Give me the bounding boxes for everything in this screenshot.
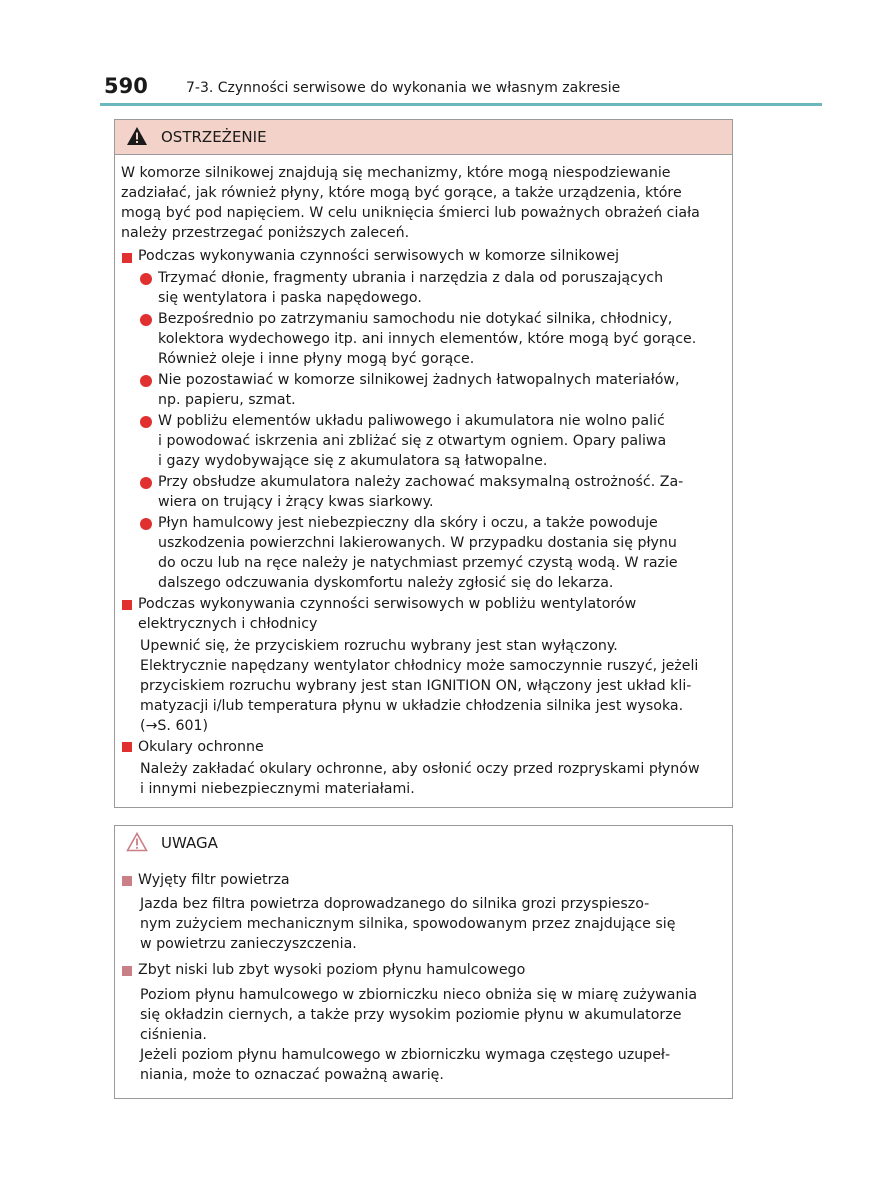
body-text: ciśnienia. [140,1027,207,1043]
bullet-text: Płyn hamulcowy jest niebezpieczny dla skóry i oczu, a także powoduje [158,515,658,531]
bullet-text: uszkodzenia powierzchni lakierowanych. W przypadku dostania się płynu [158,535,677,551]
section-heading: Zbyt niski lub zbyt wysoki poziom płynu hamulcowego [138,962,526,978]
bullet-dot [140,375,152,387]
page-reference: (→S. 601) [140,718,209,734]
bullet-text: i powodować iskrzenia ani zbliżać się z otwartym ogniem. Opary paliwa [158,433,667,449]
bullet-dot [140,314,152,326]
page-number: 590 [104,74,148,98]
bullet-text: np. papieru, szmat. [158,392,296,408]
header-rule [100,103,822,106]
bullet-text: się wentylatora i paska napędowego. [158,290,422,306]
warning-header [115,120,732,155]
body-text: Jazda bez filtra powietrza doprowadzanego do silnika grozi przyspieszo- [140,896,650,912]
pink-square-marker [122,876,132,886]
section-heading: Wyjęty filtr powietrza [138,872,290,888]
warning-intro-line: W komorze silnikowej znajdują się mechanizmy, które mogą niespodziewanie [121,165,671,181]
body-text: Upewnić się, że przyciskiem rozruchu wybrany jest stan wyłączony. [140,638,618,654]
red-square-marker [122,253,132,263]
bullet-text: Bezpośrednio po zatrzymaniu samochodu nie dotykać silnika, chłodnicy, [158,311,673,327]
bullet-text: Nie pozostawiać w komorze silnikowej żadnych łatwopalnych materiałów, [158,372,680,388]
body-text: w powietrzu zanieczyszczenia. [140,936,357,952]
bullet-dot [140,416,152,428]
body-text: nym zużyciem mechanicznym silnika, spowodowanym przez znajdujące się [140,916,676,932]
bullet-dot [140,518,152,530]
caution-triangle-outline-icon [126,832,148,852]
warning-intro-line: zadziałać, jak również płyny, które mogą być gorące, a także urządzenia, które [121,185,682,201]
bullet-text: i gazy wydobywające się z akumulatora są łatwopalne. [158,453,548,469]
pink-square-marker [122,966,132,976]
bullet-text: dalszego odczuwania dyskomfortu należy zgłosić się do lekarza. [158,575,614,591]
bullet-dot [140,477,152,489]
body-text: Elektrycznie napędzany wentylator chłodnicy może samoczynnie ruszyć, jeżeli [140,658,699,674]
page-header [100,72,820,106]
body-text: się okładzin ciernych, a także przy wysokim poziomie płynu w akumulatorze [140,1007,682,1023]
warning-title: OSTRZEŻENIE [161,128,267,146]
section-heading: Podczas wykonywania czynności serwisowych w pobliżu wentylatorów [138,596,637,612]
body-text: matyzacji i/lub temperatura płynu w układzie chłodzenia silnika jest wysoka. [140,698,684,714]
bullet-text: Przy obsłudze akumulatora należy zachować maksymalną ostrożność. Za- [158,474,684,490]
warning-triangle-icon [126,126,148,146]
body-text: Poziom płynu hamulcowego w zbiorniczku nieco obniża się w miarę zużywania [140,987,698,1003]
section-heading: Okulary ochronne [138,739,264,755]
body-text: przyciskiem rozruchu wybrany jest stan IGNITION ON, włączony jest układ kli- [140,678,692,694]
warning-intro-line: mogą być pod napięciem. W celu uniknięcia śmierci lub poważnych obrażeń ciała [121,205,700,221]
section-title: 7-3. Czynności serwisowe do wykonania we własnym zakresie [186,80,621,96]
caution-header [115,826,732,860]
bullet-text: W pobliżu elementów układu paliwowego i akumulatora nie wolno palić [158,413,665,429]
bullet-text: kolektora wydechowego itp. ani innych elementów, które mogą być gorące. [158,331,697,347]
red-square-marker [122,742,132,752]
body-text: niania, może to oznaczać poważną awarię. [140,1067,444,1083]
red-square-marker [122,600,132,610]
bullet-text: Trzymać dłonie, fragmenty ubrania i narzędzia z dala od poruszających [158,270,664,286]
bullet-text: do oczu lub na ręce należy je natychmiast przemyć czystą wodą. W razie [158,555,678,571]
caution-title: UWAGA [161,834,218,852]
section-heading: Podczas wykonywania czynności serwisowych w komorze silnikowej [138,248,620,264]
bullet-text: wiera on trujący i żrący kwas siarkowy. [158,494,434,510]
body-text: Należy zakładać okulary ochronne, aby osłonić oczy przed rozpryskami płynów [140,761,700,777]
bullet-text: Również oleje i inne płyny mogą być gorące. [158,351,475,367]
body-text: Jeżeli poziom płynu hamulcowego w zbiorniczku wymaga częstego uzupeł- [140,1047,671,1063]
body-text: i innymi niebezpiecznymi materiałami. [140,781,415,797]
bullet-dot [140,273,152,285]
warning-intro-line: należy przestrzegać poniższych zaleceń. [121,225,410,241]
section-heading: elektrycznych i chłodnicy [138,616,318,632]
